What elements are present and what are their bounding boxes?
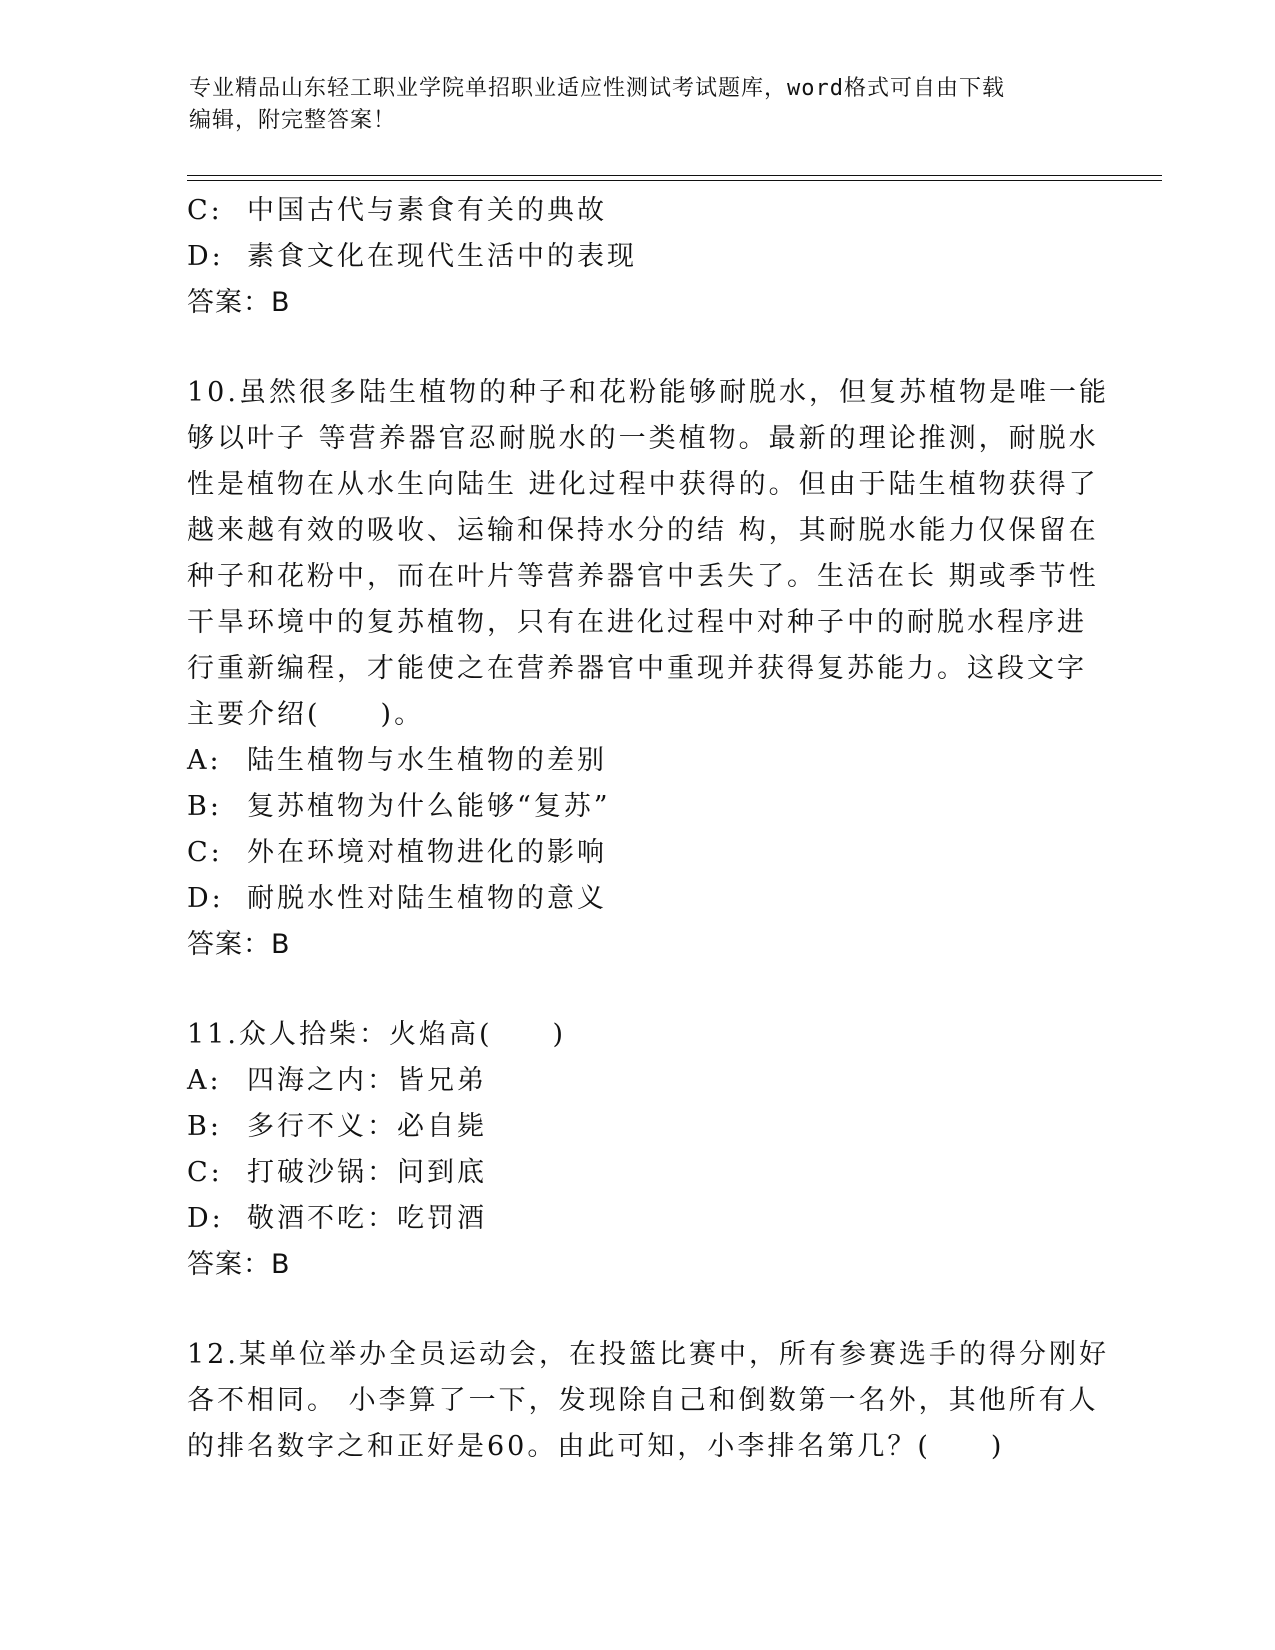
answer-line: 答案：B: [187, 929, 291, 960]
option-a: [187, 1058, 1087, 1104]
page-header: [189, 73, 1089, 137]
option-b: [187, 784, 1087, 830]
option-text: 多行不义：必自毙: [247, 1111, 487, 1142]
question-text-line: 种子和花粉中，而在叶片等营养器官中丢失了。生活在长 期或季节性: [187, 561, 1099, 592]
header-rule-bottom: [187, 180, 1162, 181]
option-label: A:: [187, 745, 222, 776]
question-text-line: 干旱环境中的复苏植物，只有在进化过程中对种子中的耐脱水程序进: [187, 607, 1087, 638]
option-text: 复苏植物为什么能够“复苏”: [247, 791, 611, 822]
option-label: D:: [187, 241, 224, 272]
question-9-tail: [187, 188, 1087, 326]
option-label: D:: [187, 883, 224, 914]
option-label: C:: [187, 1157, 223, 1188]
answer-line: 答案：B: [187, 1249, 291, 1280]
option-label: D:: [187, 1203, 224, 1234]
question-text-line: 够以叶子 等营养器官忍耐脱水的一类植物。最新的理论推测，耐脱水: [187, 423, 1099, 454]
question-text-line: 性是植物在从水生向陆生 进化过程中获得的。但由于陆生植物获得了: [187, 469, 1099, 500]
option-d: [187, 876, 1087, 922]
question-10: [187, 370, 1109, 968]
question-text-line: 11.众人拾柴：火焰高( ): [187, 1019, 567, 1050]
option-label: B:: [187, 791, 222, 822]
option-text: 陆生植物与水生植物的差别: [247, 745, 607, 776]
option-c: [187, 1150, 1087, 1196]
option-text: 中国古代与素食有关的典故: [247, 195, 607, 226]
question-11: [187, 1012, 1087, 1288]
question-12: [187, 1332, 1109, 1470]
question-text-line: 越来越有效的吸收、运输和保持水分的结 构，其耐脱水能力仅保留在: [187, 515, 1099, 546]
option-label: A:: [187, 1065, 222, 1096]
option-text: 耐脱水性对陆生植物的意义: [247, 883, 607, 914]
option-label: C:: [187, 837, 223, 868]
option-label: B:: [187, 1111, 222, 1142]
question-text-line: 12.某单位举办全员运动会，在投篮比赛中，所有参赛选手的得分刚好: [187, 1339, 1109, 1370]
question-text-line: 主要介绍( )。: [187, 699, 425, 730]
document-body: [187, 188, 1109, 1470]
option-text: 打破沙锅：问到底: [247, 1157, 487, 1188]
question-text-line: 10.虽然很多陆生植物的种子和花粉能够耐脱水，但复苏植物是唯一能: [187, 377, 1109, 408]
option-text: 素食文化在现代生活中的表现: [247, 241, 637, 272]
option-text: 外在环境对植物进化的影响: [247, 837, 607, 868]
option-b: [187, 1104, 1087, 1150]
option-d: [187, 1196, 1087, 1242]
header-line-1: 专业精品山东轻工职业学院单招职业适应性测试考试题库，word格式可自由下载: [189, 76, 1005, 101]
question-text-line: 的排名数字之和正好是60。由此可知，小李排名第几？( ): [187, 1431, 1005, 1462]
option-c: [187, 830, 1087, 876]
header-line-2: 编辑，附完整答案！: [189, 108, 397, 133]
option-text: 四海之内：皆兄弟: [247, 1065, 487, 1096]
header-rule-top: [187, 175, 1162, 176]
option-c: [187, 188, 1087, 234]
option-label: C:: [187, 195, 223, 226]
option-d: [187, 234, 1087, 280]
question-text-line: 行重新编程，才能使之在营养器官中重现并获得复苏能力。这段文字: [187, 653, 1087, 684]
option-a: [187, 738, 1087, 784]
option-text: 敬酒不吃：吃罚酒: [247, 1203, 487, 1234]
answer-line: 答案：B: [187, 287, 291, 318]
question-text-line: 各不相同。 小李算了一下，发现除自己和倒数第一名外，其他所有人: [187, 1385, 1099, 1416]
